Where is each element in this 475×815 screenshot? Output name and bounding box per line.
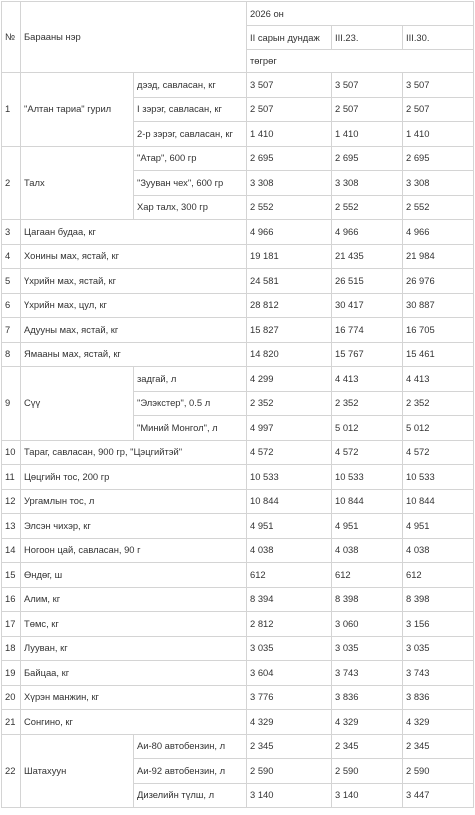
row-number: 15: [2, 563, 21, 588]
price-mar-30: 1 410: [403, 122, 474, 147]
table-row: [2, 244, 474, 269]
row-number: 21: [2, 710, 21, 735]
table-row: [2, 367, 474, 392]
price-feb-average: 3 507: [247, 73, 332, 98]
price-mar-30: 5 012: [403, 416, 474, 441]
price-feb-average: 15 827: [247, 318, 332, 343]
row-number: 19: [2, 661, 21, 686]
header-num: №: [2, 2, 21, 73]
price-mar-23: 10 533: [332, 465, 403, 490]
row-number: 9: [2, 367, 21, 441]
price-mar-23: 4 329: [332, 710, 403, 735]
row-number: 11: [2, 465, 21, 490]
price-mar-30: 3 836: [403, 685, 474, 710]
table-row: [2, 293, 474, 318]
price-mar-30: 4 329: [403, 710, 474, 735]
table-row: [2, 465, 474, 490]
product-variant: 2-р зэрэг, савласан, кг: [134, 122, 247, 147]
product-variant: задгай, л: [134, 367, 247, 392]
price-feb-average: 8 394: [247, 587, 332, 612]
product-name: Сонгино, кг: [21, 710, 247, 735]
price-mar-30: 2 695: [403, 146, 474, 171]
price-feb-average: 2 695: [247, 146, 332, 171]
product-name: Алим, кг: [21, 587, 247, 612]
price-mar-30: 2 552: [403, 195, 474, 220]
row-number: 7: [2, 318, 21, 343]
price-feb-average: 28 812: [247, 293, 332, 318]
row-number: 6: [2, 293, 21, 318]
table-row: [2, 636, 474, 661]
product-name: Төмс, кг: [21, 612, 247, 637]
price-mar-23: 2 552: [332, 195, 403, 220]
price-mar-23: 4 966: [332, 220, 403, 245]
product-variant: дээд, савласан, кг: [134, 73, 247, 98]
price-mar-30: 3 035: [403, 636, 474, 661]
product-name: Элсэн чихэр, кг: [21, 514, 247, 539]
price-mar-23: 2 695: [332, 146, 403, 171]
price-mar-30: 3 447: [403, 783, 474, 808]
price-mar-30: 4 951: [403, 514, 474, 539]
table-row: [2, 73, 474, 98]
price-mar-30: 2 345: [403, 734, 474, 759]
product-name: Шатахуун: [21, 734, 134, 808]
price-mar-23: 8 398: [332, 587, 403, 612]
price-mar-23: 30 417: [332, 293, 403, 318]
price-mar-30: 4 038: [403, 538, 474, 563]
price-mar-30: 4 966: [403, 220, 474, 245]
price-mar-30: 612: [403, 563, 474, 588]
price-mar-30: 26 976: [403, 269, 474, 294]
price-mar-30: 30 887: [403, 293, 474, 318]
table-row: [2, 538, 474, 563]
price-mar-23: 3 035: [332, 636, 403, 661]
price-mar-23: 10 844: [332, 489, 403, 514]
header-feb-average: II сарын дундаж: [247, 26, 332, 50]
price-mar-23: 15 767: [332, 342, 403, 367]
row-number: 22: [2, 734, 21, 808]
table-row: [2, 514, 474, 539]
price-feb-average: 10 844: [247, 489, 332, 514]
price-mar-30: 3 743: [403, 661, 474, 686]
row-number: 8: [2, 342, 21, 367]
table-row: [2, 146, 474, 171]
product-variant: Дизелийн түлш, л: [134, 783, 247, 808]
price-feb-average: 2 345: [247, 734, 332, 759]
row-number: 12: [2, 489, 21, 514]
price-mar-23: 21 435: [332, 244, 403, 269]
product-name: Сүү: [21, 367, 134, 441]
table-row: [2, 685, 474, 710]
price-feb-average: 2 812: [247, 612, 332, 637]
row-number: 13: [2, 514, 21, 539]
product-variant: "Миний Монгол", л: [134, 416, 247, 441]
row-number: 14: [2, 538, 21, 563]
product-name: Байцаа, кг: [21, 661, 247, 686]
product-name: Хүрэн манжин, кг: [21, 685, 247, 710]
price-mar-23: 4 038: [332, 538, 403, 563]
price-feb-average: 2 352: [247, 391, 332, 416]
price-feb-average: 612: [247, 563, 332, 588]
price-mar-30: 2 590: [403, 759, 474, 784]
table-row: [2, 661, 474, 686]
product-name: Тараг, савласан, 900 гр, "Цэцгийтэй": [21, 440, 247, 465]
product-variant: "Атар", 600 гр: [134, 146, 247, 171]
header-unit: төгрөг: [247, 50, 474, 73]
price-feb-average: 4 329: [247, 710, 332, 735]
price-mar-30: 10 844: [403, 489, 474, 514]
price-feb-average: 4 966: [247, 220, 332, 245]
header-year: 2026 он: [247, 2, 474, 26]
price-mar-23: 3 507: [332, 73, 403, 98]
price-feb-average: 3 776: [247, 685, 332, 710]
price-mar-23: 2 507: [332, 97, 403, 122]
row-number: 18: [2, 636, 21, 661]
row-number: 2: [2, 146, 21, 220]
price-feb-average: 3 140: [247, 783, 332, 808]
price-feb-average: 3 604: [247, 661, 332, 686]
price-mar-30: 3 308: [403, 171, 474, 196]
price-feb-average: 4 951: [247, 514, 332, 539]
price-mar-30: 15 461: [403, 342, 474, 367]
price-mar-23: 2 345: [332, 734, 403, 759]
row-number: 1: [2, 73, 21, 147]
row-number: 20: [2, 685, 21, 710]
table-row: [2, 220, 474, 245]
table-row: [2, 489, 474, 514]
row-number: 3: [2, 220, 21, 245]
product-variant: Хар талх, 300 гр: [134, 195, 247, 220]
product-name: Өндөг, ш: [21, 563, 247, 588]
price-feb-average: 14 820: [247, 342, 332, 367]
table-row: [2, 440, 474, 465]
price-mar-23: 4 572: [332, 440, 403, 465]
price-mar-30: 8 398: [403, 587, 474, 612]
row-number: 16: [2, 587, 21, 612]
table-row: [2, 563, 474, 588]
row-number: 4: [2, 244, 21, 269]
product-name: Цагаан будаа, кг: [21, 220, 247, 245]
price-mar-30: 2 352: [403, 391, 474, 416]
product-name: Ямааны мах, ястай, кг: [21, 342, 247, 367]
header-mar-23: III.23.: [332, 26, 403, 50]
product-variant: "Зууван чех", 600 гр: [134, 171, 247, 196]
product-name: Адууны мах, ястай, кг: [21, 318, 247, 343]
product-name: Ногоон цай, савласан, 90 г: [21, 538, 247, 563]
table-row: [2, 587, 474, 612]
price-feb-average: 4 572: [247, 440, 332, 465]
price-mar-23: 612: [332, 563, 403, 588]
price-feb-average: 19 181: [247, 244, 332, 269]
price-mar-23: 2 352: [332, 391, 403, 416]
price-mar-23: 3 836: [332, 685, 403, 710]
price-table-body: [2, 2, 474, 808]
row-number: 17: [2, 612, 21, 637]
price-mar-30: 4 572: [403, 440, 474, 465]
price-feb-average: 2 552: [247, 195, 332, 220]
price-mar-23: 3 140: [332, 783, 403, 808]
product-variant: I зэрэг, савласан, кг: [134, 97, 247, 122]
price-feb-average: 3 035: [247, 636, 332, 661]
price-mar-30: 10 533: [403, 465, 474, 490]
table-row: [2, 710, 474, 735]
price-mar-23: 4 413: [332, 367, 403, 392]
product-name: Талх: [21, 146, 134, 220]
product-name: Лууван, кг: [21, 636, 247, 661]
price-table: [1, 1, 474, 808]
price-feb-average: 2 507: [247, 97, 332, 122]
table-row: [2, 269, 474, 294]
header-mar-30: III.30.: [403, 26, 474, 50]
product-name: "Алтан тариа" гурил: [21, 73, 134, 147]
price-feb-average: 1 410: [247, 122, 332, 147]
price-mar-30: 3 156: [403, 612, 474, 637]
price-mar-23: 1 410: [332, 122, 403, 147]
header-product-name: Барааны нэр: [21, 2, 247, 73]
price-mar-23: 2 590: [332, 759, 403, 784]
price-mar-23: 5 012: [332, 416, 403, 441]
product-variant: "Элэкстер", 0.5 л: [134, 391, 247, 416]
price-feb-average: 10 533: [247, 465, 332, 490]
product-name: Ургамлын тос, л: [21, 489, 247, 514]
price-mar-30: 2 507: [403, 97, 474, 122]
price-mar-23: 3 060: [332, 612, 403, 637]
price-feb-average: 4 038: [247, 538, 332, 563]
table-row: [2, 734, 474, 759]
price-mar-23: 16 774: [332, 318, 403, 343]
price-mar-23: 26 515: [332, 269, 403, 294]
row-number: 5: [2, 269, 21, 294]
price-mar-23: 4 951: [332, 514, 403, 539]
header-row-year: [2, 2, 474, 26]
price-feb-average: 3 308: [247, 171, 332, 196]
product-name: Үхрийн мах, цул, кг: [21, 293, 247, 318]
price-mar-23: 3 743: [332, 661, 403, 686]
price-mar-30: 21 984: [403, 244, 474, 269]
table-row: [2, 342, 474, 367]
price-feb-average: 24 581: [247, 269, 332, 294]
product-name: Хонины мах, ястай, кг: [21, 244, 247, 269]
product-variant: Аи-92 автобензин, л: [134, 759, 247, 784]
price-mar-30: 3 507: [403, 73, 474, 98]
table-row: [2, 318, 474, 343]
price-feb-average: 4 299: [247, 367, 332, 392]
product-variant: Аи-80 автобензин, л: [134, 734, 247, 759]
price-feb-average: 4 997: [247, 416, 332, 441]
row-number: 10: [2, 440, 21, 465]
product-name: Цөцгийн тос, 200 гр: [21, 465, 247, 490]
product-name: Үхрийн мах, ястай, кг: [21, 269, 247, 294]
price-mar-23: 3 308: [332, 171, 403, 196]
table-row: [2, 612, 474, 637]
price-mar-30: 4 413: [403, 367, 474, 392]
price-mar-30: 16 705: [403, 318, 474, 343]
price-feb-average: 2 590: [247, 759, 332, 784]
